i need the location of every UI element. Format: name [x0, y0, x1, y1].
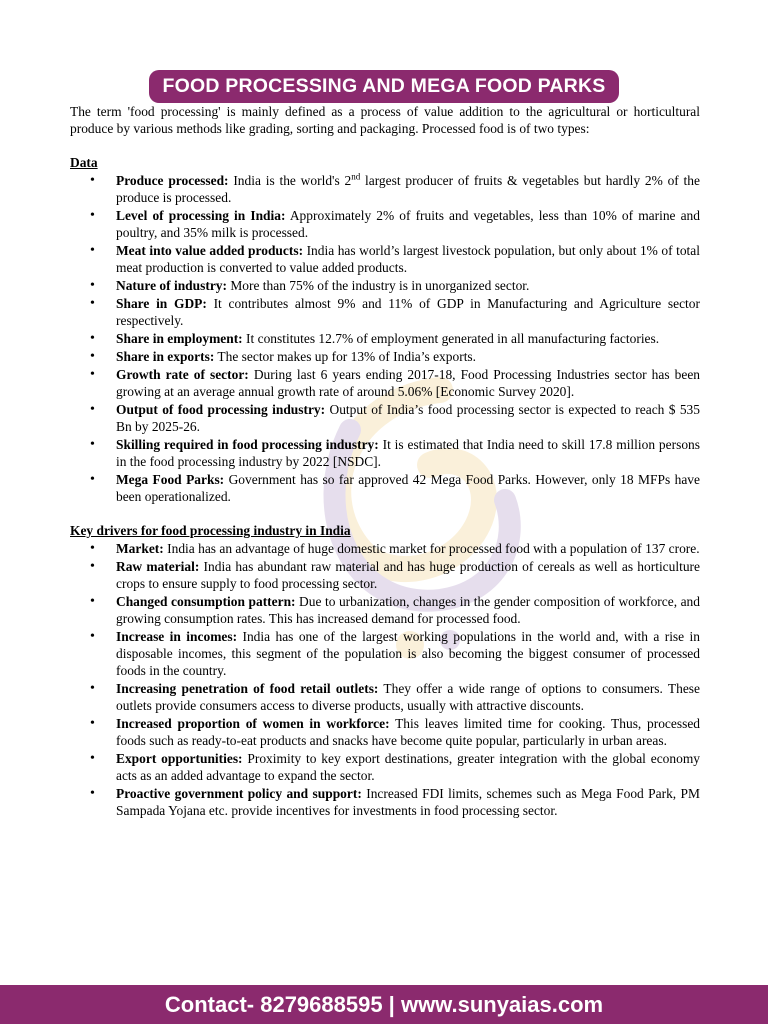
list-item [70, 349, 700, 366]
item-label: Meat into value added products: [116, 242, 304, 258]
item-text: Increased FDI limits, schemes such as Mega Food Park, PM Sampada Yojana etc. provide incentives for investments in food processing sector. [116, 786, 700, 818]
item-text: The sector makes up for 13% of India’s exports. [214, 349, 477, 365]
list-item [70, 681, 700, 715]
bullet-icon: • [90, 786, 95, 802]
item-label: Skilling required in food processing industry: [116, 437, 379, 453]
list-item [70, 331, 700, 348]
bullet-icon: • [90, 242, 95, 258]
item-superscript: nd [351, 171, 361, 182]
bullet-icon: • [90, 277, 95, 293]
title-container [0, 70, 768, 103]
item-label: Share in exports: [116, 349, 215, 365]
list-item [70, 402, 700, 436]
list-item [70, 296, 700, 330]
item-label: Proactive government policy and support: [116, 786, 362, 802]
bullet-icon: • [90, 296, 95, 311]
item-label: Export opportunities: [116, 751, 243, 767]
item-label: Market: [116, 541, 164, 557]
list-item [70, 472, 700, 506]
item-text: It is estimated that India need to skill 17.8 million persons in the food processing industry by 2022 [NSDC]. [116, 437, 700, 470]
item-label: Output of food processing industry: [116, 402, 326, 418]
item-label: Changed consumption pattern: [116, 594, 296, 610]
bullet-icon: • [90, 472, 95, 488]
list-item [70, 541, 700, 558]
item-text: Government has so far approved 42 Mega Food Parks. However, only 18 MFPs have been operationalized. [116, 472, 700, 505]
item-label: Increase in incomes: [116, 629, 238, 645]
bullet-icon: • [90, 629, 95, 645]
bullet-icon: • [90, 402, 95, 418]
item-label: Nature of industry: [116, 277, 227, 293]
list-item [70, 786, 700, 820]
drivers-list [70, 541, 700, 820]
bullet-icon: • [90, 207, 95, 223]
item-label: Raw material: [116, 559, 200, 575]
item-label: Share in GDP: [116, 296, 207, 311]
list-item [70, 173, 700, 207]
data-heading: Data [70, 154, 98, 170]
bullet-icon: • [90, 367, 95, 383]
item-text: India has an advantage of huge domestic market for processed food with a population of 137 crore. [163, 541, 700, 557]
list-item [70, 278, 700, 295]
list-item [70, 367, 700, 401]
list-item [70, 559, 700, 593]
item-text: India is the world's 2 [228, 172, 352, 188]
item-text: During last 6 years ending 2017-18, Food Processing Industries sector has been growing at an average annual growth rate of around 5.06% [Economic Survey 2020]. [116, 367, 700, 400]
item-label: Increasing penetration of food retail outlets: [116, 681, 379, 697]
bullet-icon: • [90, 331, 95, 346]
item-text: India has world’s largest livestock population, but only about 1% of total meat production is converted to value added products. [116, 242, 700, 275]
item-text: More than 75% of the industry is in unorganized sector. [226, 277, 530, 293]
item-text: India has one of the largest working populations in the world and, with a rise in disposable incomes, this segment of the population is also becoming the biggest consumer of processed foods in the country. [116, 629, 700, 678]
item-label: Share in employment: [116, 331, 243, 346]
list-item [70, 208, 700, 242]
item-text: It contributes almost 9% and 11% of GDP in Manufacturing and Agriculture sector respectively. [116, 296, 700, 328]
item-text: India has abundant raw material and has huge production of cereals as well as horticulture crops to ensure supply to food processing sector. [116, 559, 700, 592]
drivers-heading: Key drivers for food processing industry in India [70, 523, 351, 538]
item-text: It constitutes 12.7% of employment generated in all manufacturing factories. [242, 331, 660, 346]
bullet-icon: • [90, 541, 95, 557]
bullet-icon: • [90, 437, 95, 453]
item-text: They offer a wide range of options to consumers. These outlets provide consumers access to diverse products, usually with attractive discounts. [116, 681, 700, 713]
list-item [70, 716, 700, 750]
list-item [70, 437, 700, 471]
item-label: Level of processing in India: [116, 207, 286, 223]
item-label: Increased proportion of women in workforce: [116, 716, 390, 732]
bullet-icon: • [90, 594, 95, 610]
item-text: Approximately 2% of fruits and vegetables, less than 10% of marine and poultry, and 35% milk is processed. [116, 207, 700, 240]
item-text: Proximity to key export destinations, greater integration with the global economy acts as an added advantage to expand the sector. [116, 751, 700, 783]
bullet-icon: • [90, 559, 95, 575]
item-label: Mega Food Parks: [116, 472, 225, 488]
list-item [70, 629, 700, 680]
bullet-icon: • [90, 349, 95, 365]
bullet-icon: • [90, 751, 95, 767]
data-list [70, 173, 700, 506]
item-text: largest producer of fruits & vegetables but hardly 2% of the produce is processed. [116, 172, 700, 205]
list-item [70, 594, 700, 628]
item-text: Output of India’s food processing sector is expected to reach $ 535 Bn by 2025-26. [116, 402, 700, 435]
item-text: This leaves limited time for cooking. Thus, processed foods such as ready-to-eat products and snacks have become quite popular, particularly in urban areas. [116, 716, 701, 748]
bullet-icon: • [90, 172, 95, 188]
bullet-icon: • [90, 716, 95, 732]
item-label: Growth rate of sector: [116, 367, 249, 383]
intro-paragraph: The term 'food processing' is mainly defined as a process of value addition to the agricultural or horticultural produce by various methods like grading, sorting and packaging. Processed food is of two types: [70, 104, 700, 136]
list-item [70, 243, 700, 277]
contact-footer: Contact- 8279688595 | www.sunyaias.com [0, 985, 768, 1024]
list-item [70, 751, 700, 785]
main-content [70, 104, 700, 820]
item-label: Produce processed: [116, 172, 229, 188]
page-title: FOOD PROCESSING AND MEGA FOOD PARKS [149, 70, 620, 103]
item-text: Due to urbanization, changes in the gender composition of workforce, and growing consumption rates. This has increased demand for processed food. [116, 594, 700, 627]
bullet-icon: • [90, 681, 95, 697]
